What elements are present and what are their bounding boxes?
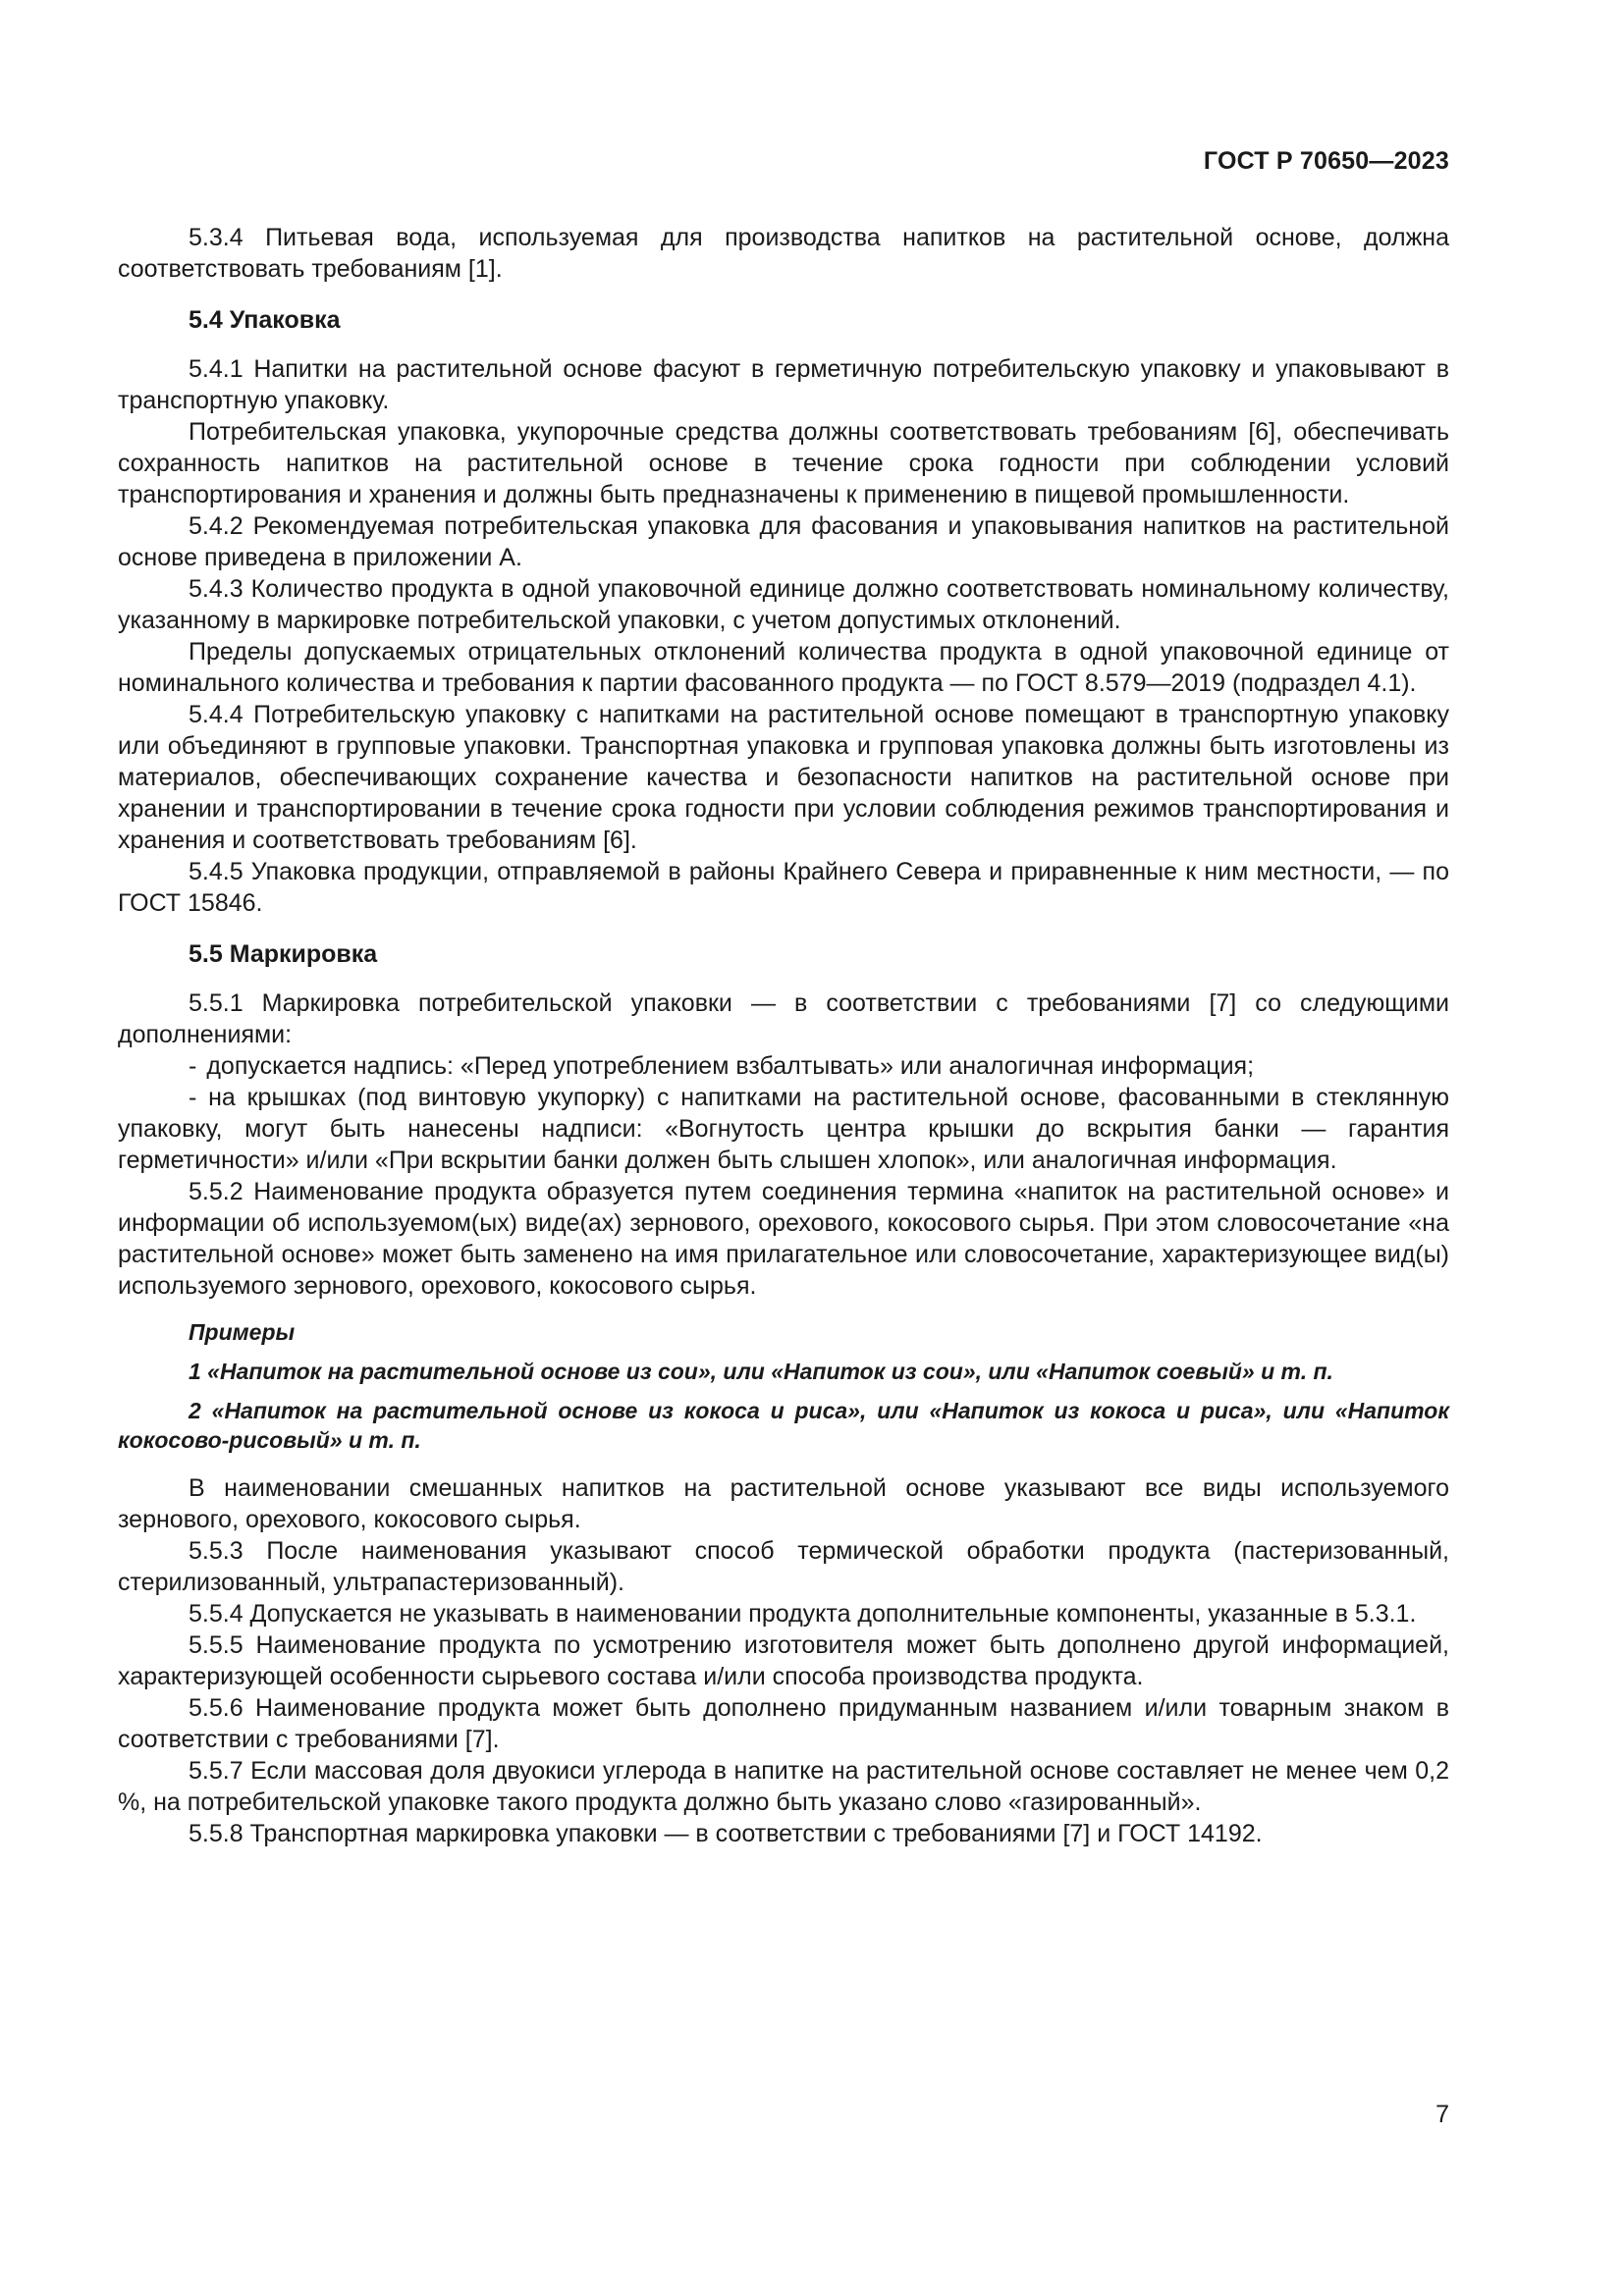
dash-marker: -	[189, 1084, 197, 1111]
paragraph-5-5-4: 5.5.4 Допускается не указывать в наименовании продукта дополнительные компоненты, указанные в 5.3.1.	[189, 1600, 1417, 1628]
list-item-text: допускается надпись: «Перед употреблением взбалтывать» или аналогичная информация;	[206, 1052, 1255, 1080]
document-code: ГОСТ Р 70650—2023	[1203, 147, 1449, 175]
paragraph-5-4-5: 5.4.5 Упаковка продукции, отправляемой в районы Крайнего Севера и приравненные к ним местности, — по ГОСТ 15846.	[118, 858, 1449, 917]
list-item-text: на крышках (под винтовую укупорку) с напитками на растительной основе, фасованными в стеклянную упаковку, могут быть нанесены надписи: «Вогнутость центра крышки до вскрытия банки — гарантия герметичности» и/или «При вскрытии банки должен быть слышен хлопок», или аналогичная информация.	[118, 1084, 1450, 1174]
paragraph-5-4-4: 5.4.4 Потребительскую упаковку с напитками на растительной основе помещают в транспортную упаковку или объединяют в групповые упаковки. Транспортная упаковка и групповая упаковка должны быть изготовлены из материалов, обеспечивающих сохранение качества и безопасности напитков на растительной основе при хранении и транспортировании в течение срока годности при условии соблюдения режимов транспортирования и хранения и соответствовать требованиям [6].	[118, 701, 1449, 854]
paragraph-5-5-2: 5.5.2 Наименование продукта образуется путем соединения термина «напиток на растительной основе» и информации об используемом(ых) виде(ах) зернового, орехового, кокосового сырья. При этом словосочетание «на растительной основе» может быть заменено на имя прилагательное или словосочетание, характеризующее вид(ы) используемого зернового, орехового, кокосового сырья.	[118, 1178, 1449, 1300]
paragraph-5-5-6: 5.5.6 Наименование продукта может быть дополнено придуманным названием и/или товарным знаком в соответствии с требованиями [7].	[118, 1694, 1449, 1753]
page-number: 7	[1435, 2101, 1449, 2128]
list-item	[118, 1082, 1449, 1176]
dash-marker: -	[189, 1052, 197, 1080]
examples-title: Примеры	[189, 1319, 296, 1345]
paragraph-5-5-3: 5.5.3 После наименования указывают способ термической обработки продукта (пастеризованный, стерилизованный, ультрапастеризованный).	[118, 1537, 1449, 1596]
example-1: 1 «Напиток на растительной основе из сои», или «Напиток из сои», или «Напиток соевый» и т. п.	[189, 1359, 1333, 1384]
paragraph-5-4-1: 5.4.1 Напитки на растительной основе фасуют в герметичную потребительскую упаковку и упаковывают в транспортную упаковку.	[118, 355, 1449, 414]
paragraph-5-5-1: 5.5.1 Маркировка потребительской упаковки — в соответствии с требованиями [7] со следующими дополнениями:	[118, 989, 1449, 1048]
section-heading-5-4: 5.4 Упаковка	[189, 306, 341, 334]
paragraph-5-5-5: 5.5.5 Наименование продукта по усмотрению изготовителя может быть дополнено другой информацией, характеризующей особенности сырьевого состава и/или способа производства продукта.	[118, 1631, 1449, 1690]
paragraph-5-5-7: 5.5.7 Если массовая доля двуокиси углерода в напитке на растительной основе составляет не менее чем 0,2 %, на потребительской упаковке такого продукта должно быть указано слово «газированный».	[118, 1757, 1449, 1816]
paragraph-5-5-8: 5.5.8 Транспортная маркировка упаковки — в соответствии с требованиями [7] и ГОСТ 14192.	[189, 1820, 1263, 1847]
paragraph-5-4-3-b: Пределы допускаемых отрицательных отклонений количества продукта в одной упаковочной единице от номинального количества и требования к партии фасованного продукта — по ГОСТ 8.579—2019 (подраздел 4.1).	[118, 638, 1449, 697]
paragraph-5-4-3: 5.4.3 Количество продукта в одной упаковочной единице должно соответствовать номинальному количеству, указанному в маркировке потребительской упаковки, с учетом допустимых отклонений.	[118, 575, 1449, 634]
paragraph-5-4-1-b: Потребительская упаковка, укупорочные средства должны соответствовать требованиям [6], обеспечивать сохранность напитков на растительной основе в течение срока годности при соблюдении условий транспортирования и хранения и должны быть предназначены к применению в пищевой промышленности.	[118, 418, 1449, 508]
example-2: 2 «Напиток на растительной основе из кокоса и риса», или «Напиток из кокоса и риса», или «Напиток кокосово-рисовый» и т. п.	[118, 1398, 1449, 1453]
paragraph-5-3-4: 5.3.4 Питьевая вода, используемая для производства напитков на растительной основе, должна соответствовать требованиям [1].	[118, 224, 1449, 283]
paragraph-5-4-2: 5.4.2 Рекомендуемая потребительская упаковка для фасования и упаковывания напитков на растительной основе приведена в приложении А.	[118, 512, 1449, 571]
paragraph-5-5-2-b: В наименовании смешанных напитков на растительной основе указывают все виды используемого зернового, орехового, кокосового сырья.	[118, 1474, 1449, 1533]
list-item	[118, 1050, 1449, 1082]
document-body	[118, 222, 1449, 1849]
section-heading-5-5: 5.5 Маркировка	[189, 940, 378, 968]
